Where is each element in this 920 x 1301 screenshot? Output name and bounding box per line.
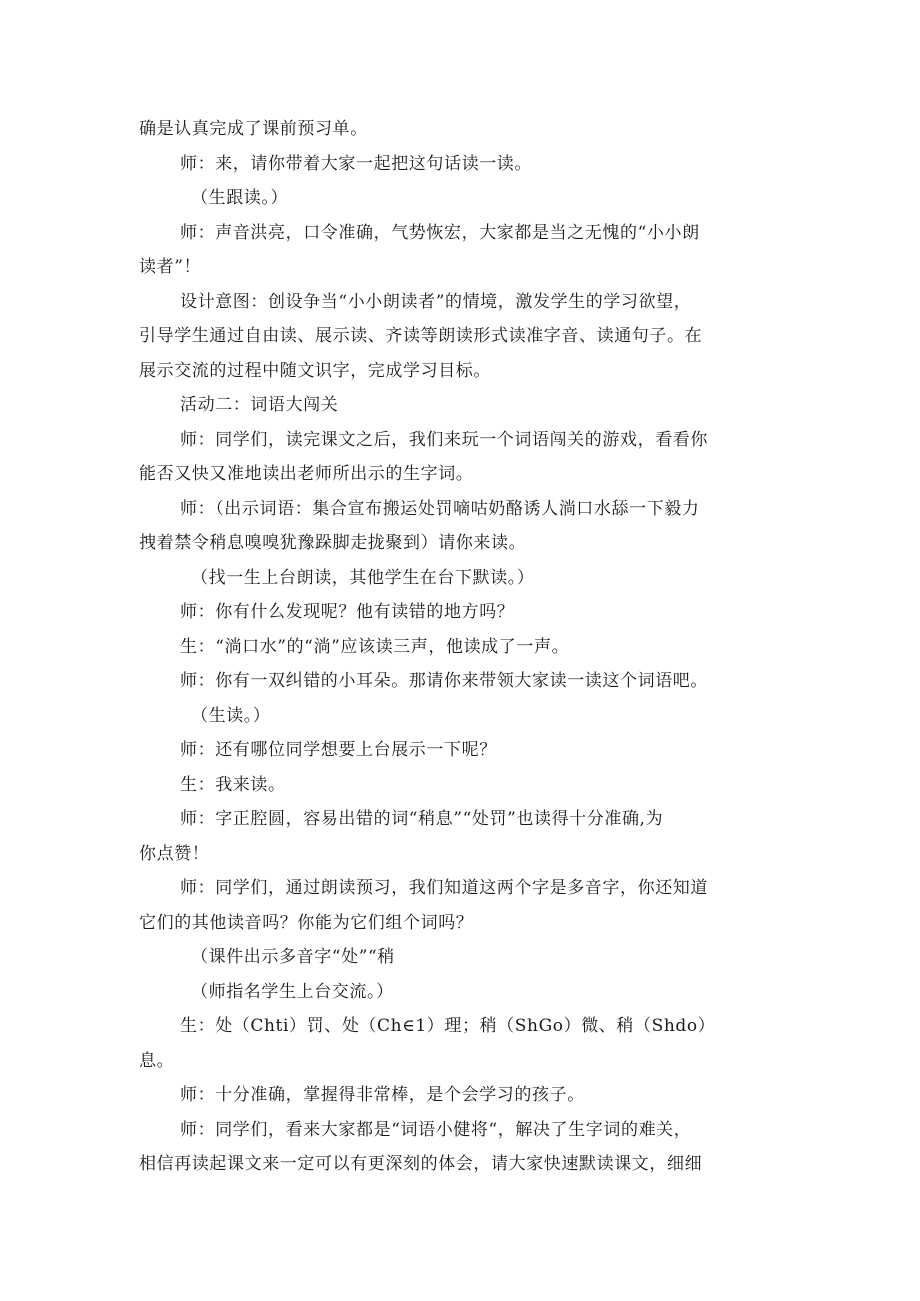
text-line: 师：还有哪位同学想要上台展示一下呢？ [180,740,497,760]
text-line: 它们的其他读音吗？你能为它们组个词吗？ [139,912,474,933]
text-line: 你点赞！ [139,843,210,864]
text-line: （课件出示多音字“处”“稍 [191,947,395,967]
text-line: 师：十分准确，掌握得非常棒，是个会学习的孩子。 [180,1085,585,1105]
document-body [139,112,789,1182]
text-line: （生读。） [191,705,271,726]
text-line: 师：你有一双纠错的小耳朵。那请你来带领大家读一读这个词语吧。 [180,671,708,691]
text-line: 师：来，请你带着大家一起把这句话读一读。 [180,153,532,174]
text-line: 生：我来读。 [180,774,286,795]
section-heading: 活动二：词语大闯关 [180,395,339,415]
text-line: 师：你有什么发现呢？他有读错的地方吗？ [180,602,515,622]
text-line: 相信再读起课文来一定可以有更深刻的体会，请大家快速默读课文，细细 [139,1154,703,1174]
text-line: 师：同学们，通过朗读预习，我们知道这两个字是多音字，你还知道 [180,878,708,898]
text-line: 生：“淌口水”的“淌”应该读三声，他读成了一声。 [180,636,570,657]
text-line: 引导学生通过自由读、展示读、齐读等朗读形式读准字音、读通句子。在 [139,326,703,346]
text-line: 息。 [139,1050,175,1071]
text-line: （生跟读。） [191,188,289,208]
text-line: 师：字正腔圆，容易出错的词“稍息”“处罚”也读得十分准确,为 [180,809,664,829]
text-line: 能否又快又准地读出老师所出示的生字词。 [139,464,474,484]
text-line: 师：同学们，读完课文之后，我们来玩一个词语闯关的游戏，看看你 [180,429,708,450]
text-line: 拽着禁令稍息嗅嗅犹豫跺脚走拢聚到）请你来读。 [139,533,527,553]
text-line: （找一生上台朗读，其他学生在台下默读。） [191,567,535,588]
text-line: （师指名学生上台交流。） [191,981,394,1002]
text-line: 展示交流的过程中随文识字，完成学习目标。 [139,360,491,381]
text-line: 生：处（Chti）罚、处（Ch∈1）理；稍（ShGo）微、稍（Shdo） [180,1016,716,1036]
text-line: 设计意图：创设争当“小小朗读者”的情境，激发学生的学习欲望， [180,291,692,312]
text-line: 师：声音洪亮，口令准确，气势恢宏，大家都是当之无愧的“小小朗 [180,222,700,243]
text-line: 确是认真完成了课前预习单。 [139,119,368,139]
text-line: 师：（出示词语：集合宣布搬运处罚嘀咕奶酪诱人淌口水舔一下毅力 [180,498,700,519]
text-line: 读者”！ [139,257,202,277]
text-line: 师：同学们，看来大家都是“词语小健将“，解决了生字词的难关， [180,1119,692,1140]
